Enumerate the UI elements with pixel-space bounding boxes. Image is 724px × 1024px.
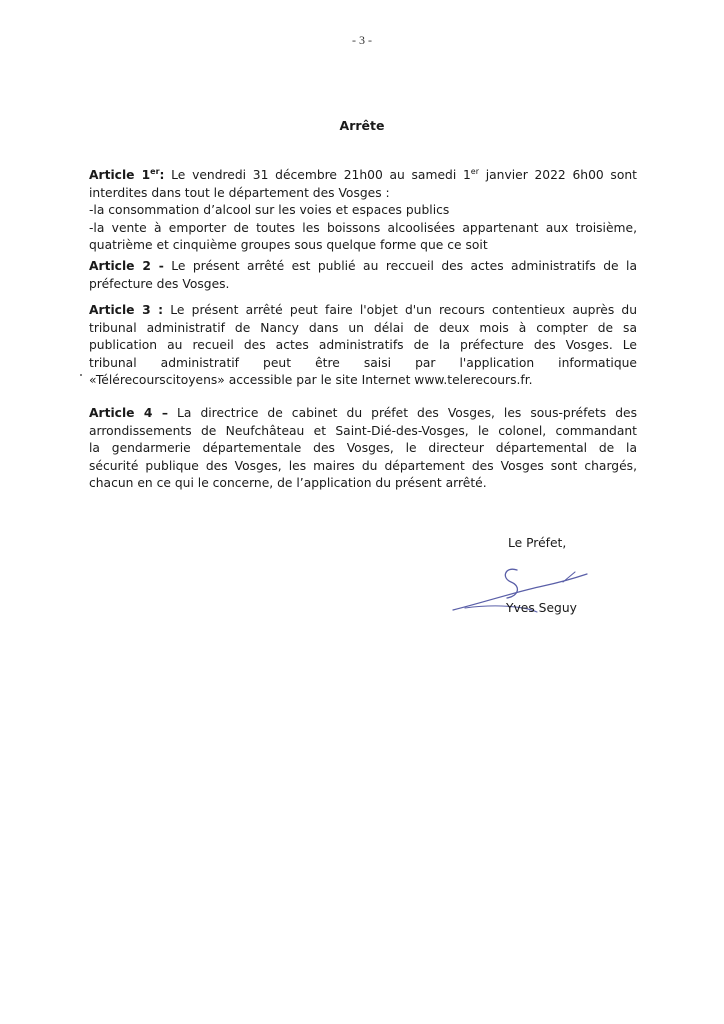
article-3-line-2: tribunal administratif de Nancy dans un délai de deux mois à compter de sa [89,320,637,335]
article-4-line-2: arrondissements de Neufchâteau et Saint-Dié-des-Vosges, le colonel, commandant [89,423,637,438]
article-3-line-3: publication au recueil des actes administratifs de la préfecture des Vosges. Le [89,338,637,352]
article-1-line-5: quatrième et cinquième groupes sous quelque forme que ce soit [89,238,488,253]
article-2-line-2: préfecture des Vosges. [89,276,230,291]
article-4-line-5: chacun en ce qui le concerne, de l’application du présent arrêté. [89,476,487,490]
article-2 [89,258,637,293]
article-1-line-4: -la vente à emporter de toutes les boissons alcoolisées appartenant aux troisième, [89,220,637,235]
article-2-line-1: Article 2 - Le présent arrêté est publié au reccueil des actes administratifs de la [89,259,637,273]
article-3-line-5: «Télérecourscitoyens» accessible par le site Internet www.telerecours.fr. [89,373,533,387]
article-3-line-1: Article 3 : Le présent arrêté peut faire l'objet d'un recours contentieux auprès du [89,303,638,317]
article-4-label: Article 4 – [89,406,169,420]
article-1-line-2: interdites dans tout le département des Vosges : [89,185,390,200]
article-1-label: Article 1er: [89,167,165,183]
scan-speck [80,374,82,376]
article-4-line-1: Article 4 – La directrice de cabinet du préfet des Vosges, les sous-préfets des [89,406,637,420]
article-3-line-4: tribunal administratif peut être saisi par l'application informatique [89,355,637,370]
article-4-line-3: la gendarmerie départementale des Vosges, le directeur départemental de la [89,441,637,455]
article-4-line-4: sécurité publique des Vosges, les maires du département des Vosges sont chargés, [89,458,637,473]
article-1-line-1: Article 1er: Le vendredi 31 décembre 21h00 au samedi 1er janvier 2022 6h00 sont [89,167,637,183]
signatory-title: Le Préfet, [508,536,567,550]
article-4 [89,405,637,493]
article-2-label: Article 2 - [89,259,164,273]
article-1 [89,163,637,255]
article-1-line-3: -la consommation d’alcool sur les voies et espaces publics [89,203,450,218]
article-3 [89,302,637,390]
page-number: - 3 - [352,33,372,47]
signatory-name: Yves Seguy [506,601,577,615]
article-3-label: Article 3 : [89,303,164,317]
decree-title: Arrête [339,118,385,133]
